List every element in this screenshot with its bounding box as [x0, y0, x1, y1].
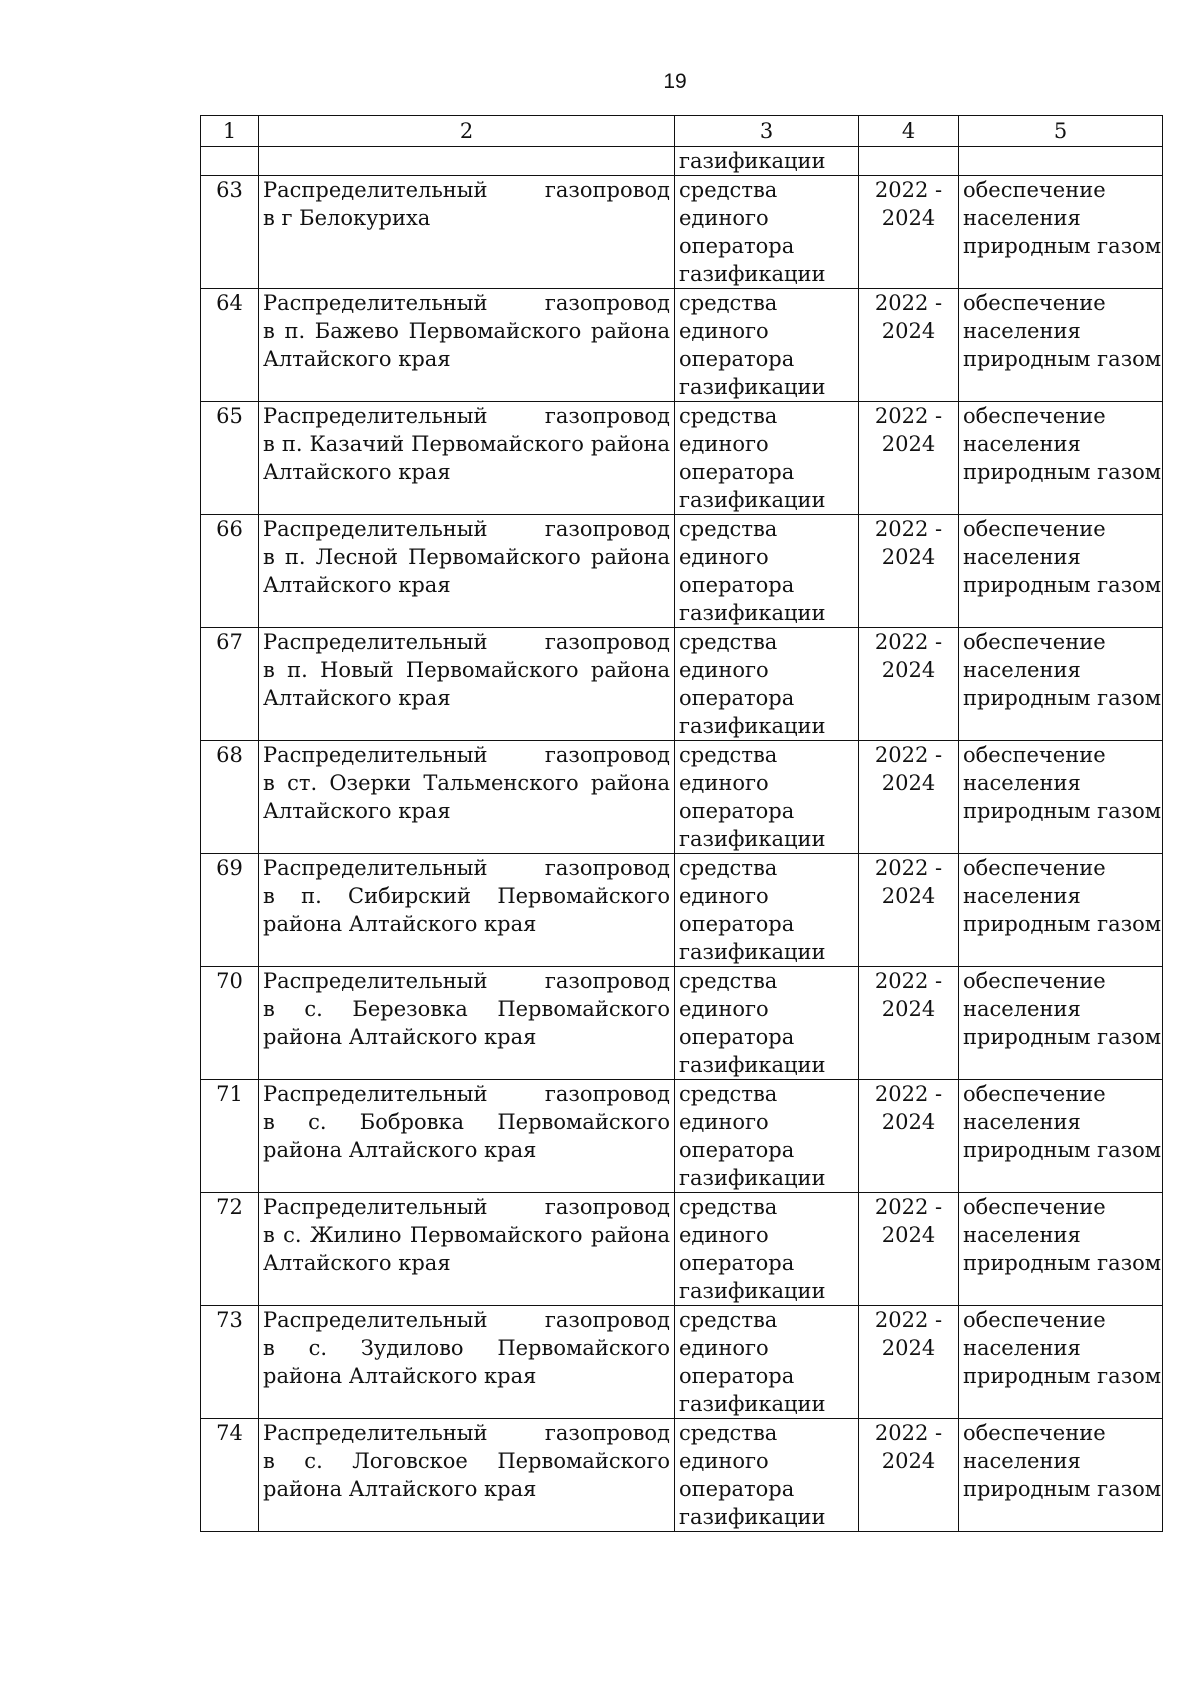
- object-name-rest: в с. Жилино Первомайского района Алтайского края: [263, 1223, 670, 1275]
- object-name-first-line: [263, 289, 670, 317]
- funding-source-line: единого: [679, 997, 769, 1021]
- object-name-word2: газопровод: [544, 969, 670, 993]
- table-row: [201, 1306, 1163, 1419]
- purpose-line: обеспечение: [963, 178, 1106, 202]
- table-row: [201, 1193, 1163, 1306]
- purpose-line: обеспечение: [963, 743, 1106, 767]
- years-line: 2024: [881, 884, 936, 908]
- years-line: 2024: [881, 658, 936, 682]
- years-line: 2024: [881, 997, 936, 1021]
- years-cell: [859, 176, 959, 289]
- table-row: [201, 854, 1163, 967]
- funding-source-line: единого: [679, 1336, 769, 1360]
- object-name-cell: [259, 1193, 675, 1306]
- object-name-rest: в ст. Озерки Тальменского района Алтайского края: [263, 771, 670, 823]
- object-name-first-line: [263, 1306, 670, 1334]
- years-cell: [859, 741, 959, 854]
- object-name-first-line: [263, 402, 670, 430]
- header-cell-3: 3: [675, 116, 859, 147]
- purpose-line: населения: [963, 206, 1081, 230]
- funding-source-cell: [675, 515, 859, 628]
- continuation-name-cell: [259, 147, 675, 176]
- years-line: 2024: [881, 545, 936, 569]
- purpose-cell: [959, 515, 1163, 628]
- funding-source-line: газификации: [679, 488, 826, 512]
- funding-source-line: газификации: [679, 714, 826, 738]
- years-line: 2024: [881, 1223, 936, 1247]
- row-number-cell: 66: [201, 515, 259, 628]
- purpose-cell: [959, 628, 1163, 741]
- object-name-word2: газопровод: [544, 1421, 670, 1445]
- table-row: [201, 628, 1163, 741]
- funding-source-cell: [675, 854, 859, 967]
- years-line: 2024: [881, 432, 936, 456]
- object-name-word1: Распределительный: [263, 969, 488, 993]
- table-row: [201, 1419, 1163, 1532]
- object-name-word1: Распределительный: [263, 291, 488, 315]
- object-name-word2: газопровод: [544, 404, 670, 428]
- years-cell: [859, 1080, 959, 1193]
- row-number-cell: 74: [201, 1419, 259, 1532]
- funding-source-cell: [675, 1419, 859, 1532]
- continuation-num-cell: [201, 147, 259, 176]
- purpose-cell: [959, 1419, 1163, 1532]
- years-line: 2024: [881, 1449, 936, 1473]
- header-cell-4: 4: [859, 116, 959, 147]
- funding-source-line: средства: [679, 291, 778, 315]
- row-number-cell: 73: [201, 1306, 259, 1419]
- object-name-rest: в с. Бобровка Первомайского района Алтайского края: [263, 1110, 670, 1162]
- purpose-line: природным газом: [963, 912, 1162, 936]
- purpose-cell: [959, 741, 1163, 854]
- funding-source-line: единого: [679, 1449, 769, 1473]
- table-row: [201, 515, 1163, 628]
- object-name-word2: газопровод: [544, 630, 670, 654]
- row-number-cell: 70: [201, 967, 259, 1080]
- years-line: 2022 -: [874, 630, 943, 654]
- object-name-rest: в п. Сибирский Первомайского района Алтайского края: [263, 884, 670, 936]
- funding-source-line: газификации: [679, 1166, 826, 1190]
- years-line: 2022 -: [874, 1195, 943, 1219]
- years-line: 2022 -: [874, 291, 943, 315]
- purpose-line: природным газом: [963, 1477, 1162, 1501]
- funding-source-line: средства: [679, 1308, 778, 1332]
- funding-source-line: единого: [679, 658, 769, 682]
- funding-source-line: средства: [679, 969, 778, 993]
- purpose-cell: [959, 1080, 1163, 1193]
- object-name-word2: газопровод: [544, 1308, 670, 1332]
- purpose-line: обеспечение: [963, 291, 1106, 315]
- funding-source-line: средства: [679, 1421, 778, 1445]
- funding-source-line: оператора: [679, 912, 795, 936]
- years-line: 2024: [881, 1110, 936, 1134]
- funding-source-line: оператора: [679, 1364, 795, 1388]
- funding-source-line: средства: [679, 856, 778, 880]
- object-name-word2: газопровод: [544, 517, 670, 541]
- years-cell: [859, 1306, 959, 1419]
- funding-source-line: единого: [679, 545, 769, 569]
- years-cell: [859, 402, 959, 515]
- funding-source-line: оператора: [679, 234, 795, 258]
- object-name-rest: в п. Новый Первомайского района Алтайского края: [263, 658, 670, 710]
- funding-source-line: газификации: [679, 1505, 826, 1529]
- years-line: 2022 -: [874, 1421, 943, 1445]
- funding-source-line: средства: [679, 1195, 778, 1219]
- funding-source-line: оператора: [679, 460, 795, 484]
- object-name-first-line: [263, 1193, 670, 1221]
- object-name-rest: в п. Лесной Первомайского района Алтайского края: [263, 545, 670, 597]
- object-name-word2: газопровод: [544, 178, 670, 202]
- object-name-cell: [259, 854, 675, 967]
- years-cell: [859, 515, 959, 628]
- purpose-cell: [959, 854, 1163, 967]
- object-name-word1: Распределительный: [263, 517, 488, 541]
- purpose-line: природным газом: [963, 234, 1162, 258]
- table-row: [201, 741, 1163, 854]
- object-name-rest: в п. Бажево Первомайского района Алтайского края: [263, 319, 670, 371]
- table-row: [201, 967, 1163, 1080]
- object-name-cell: [259, 1419, 675, 1532]
- table-row: [201, 402, 1163, 515]
- object-name-rest: в п. Казачий Первомайского района Алтайского края: [263, 432, 670, 484]
- purpose-cell: [959, 1306, 1163, 1419]
- funding-source-line: единого: [679, 1223, 769, 1247]
- purpose-line: населения: [963, 658, 1081, 682]
- object-name-rest: в с. Логовское Первомайского района Алтайского края: [263, 1449, 670, 1501]
- funding-source-line: газификации: [679, 1053, 826, 1077]
- funding-source-line: оператора: [679, 573, 795, 597]
- header-cell-1: 1: [201, 116, 259, 147]
- purpose-line: обеспечение: [963, 1082, 1106, 1106]
- purpose-line: населения: [963, 1110, 1081, 1134]
- purpose-line: обеспечение: [963, 630, 1106, 654]
- header-cell-5: 5: [959, 116, 1163, 147]
- years-line: 2022 -: [874, 404, 943, 428]
- object-name-cell: [259, 402, 675, 515]
- purpose-cell: [959, 289, 1163, 402]
- purpose-cell: [959, 1193, 1163, 1306]
- years-line: 2022 -: [874, 517, 943, 541]
- purpose-line: природным газом: [963, 799, 1162, 823]
- funding-source-line: средства: [679, 630, 778, 654]
- funding-source-line: газификации: [679, 1392, 826, 1416]
- gas-pipeline-table-container: [200, 115, 1162, 1532]
- purpose-line: населения: [963, 1449, 1081, 1473]
- header-cell-2: 2: [259, 116, 675, 147]
- object-name-cell: [259, 741, 675, 854]
- object-name-word1: Распределительный: [263, 743, 488, 767]
- years-line: 2022 -: [874, 1082, 943, 1106]
- funding-source-line: оператора: [679, 686, 795, 710]
- object-name-word2: газопровод: [544, 1082, 670, 1106]
- purpose-line: населения: [963, 771, 1081, 795]
- row-number-cell: 65: [201, 402, 259, 515]
- funding-source-line: газификации: [679, 1279, 826, 1303]
- purpose-line: населения: [963, 545, 1081, 569]
- purpose-line: природным газом: [963, 573, 1162, 597]
- purpose-line: природным газом: [963, 1251, 1162, 1275]
- funding-source-cell: [675, 628, 859, 741]
- funding-source-line: оператора: [679, 347, 795, 371]
- funding-source-line: единого: [679, 319, 769, 343]
- years-line: 2024: [881, 319, 936, 343]
- purpose-cell: [959, 402, 1163, 515]
- table-body: [201, 116, 1163, 1532]
- object-name-word1: Распределительный: [263, 630, 488, 654]
- years-line: 2022 -: [874, 856, 943, 880]
- funding-source-line: газификации: [679, 827, 826, 851]
- row-number-cell: 71: [201, 1080, 259, 1193]
- object-name-rest: в с. Березовка Первомайского района Алтайского края: [263, 997, 670, 1049]
- table-row: [201, 1080, 1163, 1193]
- funding-source-line: единого: [679, 884, 769, 908]
- funding-source-line: газификации: [679, 940, 826, 964]
- object-name-first-line: [263, 741, 670, 769]
- purpose-line: обеспечение: [963, 1421, 1106, 1445]
- years-cell: [859, 628, 959, 741]
- object-name-word1: Распределительный: [263, 1082, 488, 1106]
- object-name-first-line: [263, 628, 670, 656]
- continuation-years-cell: [859, 147, 959, 176]
- years-line: 2024: [881, 1336, 936, 1360]
- object-name-cell: [259, 967, 675, 1080]
- object-name-first-line: [263, 967, 670, 995]
- funding-source-cell: [675, 1080, 859, 1193]
- years-cell: [859, 289, 959, 402]
- object-name-rest: в г Белокуриха: [263, 206, 431, 230]
- funding-source-line: средства: [679, 1082, 778, 1106]
- table-row: [201, 176, 1163, 289]
- funding-source-line: оператора: [679, 799, 795, 823]
- object-name-cell: [259, 289, 675, 402]
- continuation-row: [201, 147, 1163, 176]
- object-name-word2: газопровод: [544, 1195, 670, 1219]
- purpose-line: населения: [963, 1336, 1081, 1360]
- object-name-first-line: [263, 1419, 670, 1447]
- object-name-cell: [259, 515, 675, 628]
- object-name-word1: Распределительный: [263, 404, 488, 428]
- object-name-word1: Распределительный: [263, 1421, 488, 1445]
- purpose-line: населения: [963, 997, 1081, 1021]
- funding-source-line: газификации: [679, 375, 826, 399]
- funding-source-line: средства: [679, 517, 778, 541]
- years-cell: [859, 1193, 959, 1306]
- object-name-word1: Распределительный: [263, 856, 488, 880]
- row-number-cell: 72: [201, 1193, 259, 1306]
- funding-source-line: единого: [679, 432, 769, 456]
- funding-source-line: оператора: [679, 1477, 795, 1501]
- years-line: 2022 -: [874, 969, 943, 993]
- purpose-line: обеспечение: [963, 1195, 1106, 1219]
- continuation-purpose-cell: [959, 147, 1163, 176]
- funding-source-cell: [675, 176, 859, 289]
- years-cell: [859, 967, 959, 1080]
- continuation-source-cell: газификации: [675, 147, 859, 176]
- row-number-cell: 64: [201, 289, 259, 402]
- object-name-first-line: [263, 854, 670, 882]
- object-name-cell: [259, 628, 675, 741]
- object-name-word2: газопровод: [544, 743, 670, 767]
- object-name-word1: Распределительный: [263, 1195, 488, 1219]
- years-line: 2022 -: [874, 1308, 943, 1332]
- funding-source-line: единого: [679, 206, 769, 230]
- funding-source-line: газификации: [679, 262, 826, 286]
- object-name-word2: газопровод: [544, 856, 670, 880]
- gas-pipeline-table: [200, 115, 1163, 1532]
- funding-source-line: оператора: [679, 1251, 795, 1275]
- row-number-cell: 69: [201, 854, 259, 967]
- purpose-cell: [959, 967, 1163, 1080]
- purpose-line: населения: [963, 432, 1081, 456]
- purpose-line: природным газом: [963, 686, 1162, 710]
- years-line: 2022 -: [874, 178, 943, 202]
- purpose-line: природным газом: [963, 1138, 1162, 1162]
- funding-source-line: газификации: [679, 601, 826, 625]
- funding-source-line: средства: [679, 404, 778, 428]
- row-number-cell: 68: [201, 741, 259, 854]
- funding-source-line: оператора: [679, 1138, 795, 1162]
- object-name-word1: Распределительный: [263, 1308, 488, 1332]
- years-cell: [859, 1419, 959, 1532]
- purpose-line: обеспечение: [963, 969, 1106, 993]
- funding-source-line: единого: [679, 771, 769, 795]
- purpose-line: обеспечение: [963, 404, 1106, 428]
- table-header-row: [201, 116, 1163, 147]
- funding-source-cell: [675, 741, 859, 854]
- purpose-line: населения: [963, 1223, 1081, 1247]
- funding-source-cell: [675, 1193, 859, 1306]
- purpose-line: обеспечение: [963, 517, 1106, 541]
- funding-source-line: средства: [679, 178, 778, 202]
- funding-source-line: единого: [679, 1110, 769, 1134]
- object-name-first-line: [263, 1080, 670, 1108]
- funding-source-cell: [675, 289, 859, 402]
- page-number: 19: [663, 70, 687, 93]
- object-name-first-line: [263, 515, 670, 543]
- purpose-line: обеспечение: [963, 1308, 1106, 1332]
- purpose-cell: [959, 176, 1163, 289]
- row-number-cell: 67: [201, 628, 259, 741]
- table-row: [201, 289, 1163, 402]
- object-name-word1: Распределительный: [263, 178, 488, 202]
- row-number-cell: 63: [201, 176, 259, 289]
- purpose-line: природным газом: [963, 1364, 1162, 1388]
- object-name-word2: газопровод: [544, 291, 670, 315]
- object-name-rest: в с. Зудилово Первомайского района Алтайского края: [263, 1336, 670, 1388]
- funding-source-cell: [675, 1306, 859, 1419]
- years-line: 2022 -: [874, 743, 943, 767]
- years-cell: [859, 854, 959, 967]
- purpose-line: обеспечение: [963, 856, 1106, 880]
- purpose-line: природным газом: [963, 347, 1162, 371]
- purpose-line: природным газом: [963, 1025, 1162, 1049]
- years-line: 2024: [881, 771, 936, 795]
- object-name-cell: [259, 176, 675, 289]
- purpose-line: населения: [963, 319, 1081, 343]
- funding-source-cell: [675, 402, 859, 515]
- purpose-line: населения: [963, 884, 1081, 908]
- funding-source-cell: [675, 967, 859, 1080]
- funding-source-line: оператора: [679, 1025, 795, 1049]
- funding-source-line: средства: [679, 743, 778, 767]
- object-name-cell: [259, 1306, 675, 1419]
- object-name-first-line: [263, 176, 670, 204]
- object-name-cell: [259, 1080, 675, 1193]
- purpose-line: природным газом: [963, 460, 1162, 484]
- years-line: 2024: [881, 206, 936, 230]
